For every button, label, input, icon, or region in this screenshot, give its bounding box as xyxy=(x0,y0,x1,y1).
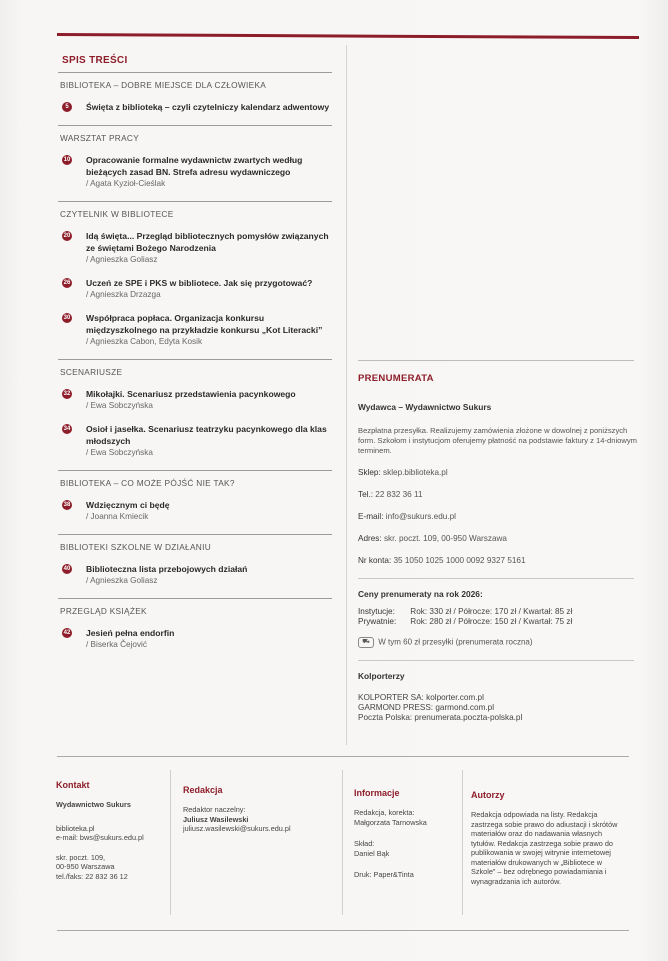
article-title: Współpraca popłaca. Organizacja konkursu międzyszkolnego na przykładzie konkursu „Kot Literacki” xyxy=(86,313,323,335)
tel-value: 22 832 36 11 xyxy=(375,490,423,499)
prices-title: Ceny prenumeraty na rok 2026: xyxy=(358,589,483,599)
shop-label: Sklep: xyxy=(358,468,381,477)
divider xyxy=(358,360,634,361)
page-number-badge: 10 xyxy=(63,157,71,163)
contact-phone: tel./faks: 22 832 36 12 xyxy=(56,871,128,881)
toc-entry[interactable] xyxy=(58,154,332,189)
toc-entry[interactable] xyxy=(58,499,332,522)
page-number-badge: 30 xyxy=(63,315,71,321)
info-line: Druk: Paper&Tinta xyxy=(354,870,414,879)
authors-heading: Autorzy xyxy=(471,790,505,800)
subscription-intro: Bezpłatna przesyłka. Realizujemy zamówienia złożone w dowolnej z poniższych form. Szkołom i instytucjom oferujemy płatność na podstawie faktury z 14-dniowym terminem. xyxy=(358,426,637,455)
account-value: 35 1050 1025 1000 0092 9327 5161 xyxy=(393,556,526,565)
toc-entry[interactable] xyxy=(58,101,332,113)
footer-contact xyxy=(56,780,161,881)
subscription-title: PRENUMERATA xyxy=(358,373,434,384)
tel-label: Tel.: xyxy=(358,490,374,499)
price-value: Rok: 280 zł / Półrocze: 150 zł / Kwartał: 75 zł xyxy=(410,617,573,626)
article-author: / Joanna Kmiecik xyxy=(86,512,149,521)
publisher-line: Wydawca – Wydawnictwo Sukurs xyxy=(358,402,492,412)
toc-entry[interactable] xyxy=(58,627,332,650)
info-line: Małgorzata Tarnowska xyxy=(354,817,427,827)
article-title: Wdzięcznym ci będę xyxy=(86,500,170,510)
article-title: Osioł i jasełka. Scenariusz teatrzyku pacynkowego dla klas młodszych xyxy=(86,424,327,446)
page-number-badge: 32 xyxy=(63,391,71,397)
toc-section-header: CZYTELNIK W BIBLIOTECE xyxy=(58,201,332,226)
address-label: Adres: xyxy=(358,534,382,543)
tel-row xyxy=(358,490,638,499)
divider xyxy=(358,660,634,661)
footer-divider xyxy=(342,770,343,915)
column-divider xyxy=(346,45,347,745)
page-number-badge: 26 xyxy=(63,280,71,286)
article-title: Opracowanie formalne wydawnictw zwartych według bieżących zasad BN. Strefa adresu wydawniczego xyxy=(86,155,303,177)
contact-heading: Kontakt xyxy=(56,780,90,790)
footer-divider xyxy=(462,770,463,915)
article-author: / Agnieszka Cabon, Edyta Kosik xyxy=(86,337,203,346)
shipping-note-text: W tym 60 zł przesyłki (prenumerata roczna) xyxy=(378,637,533,647)
editorial-heading: Redakcja xyxy=(183,785,223,795)
price-label: Instytucje: xyxy=(358,607,395,616)
email-link[interactable]: info@sukurs.edu.pl xyxy=(385,512,456,521)
email-label: E-mail: xyxy=(358,512,384,521)
contact-address: skr. poczt. 109, xyxy=(56,852,106,862)
toc-entry[interactable] xyxy=(58,388,332,411)
distributor-item[interactable]: GARMOND PRESS: garmond.com.pl xyxy=(358,703,495,712)
article-author: / Agnieszka Goliasz xyxy=(86,576,158,585)
article-title: Idą święta... Przegląd bibliotecznych pomysłów związanych ze świętami Bożego Narodzenia xyxy=(86,231,329,253)
contact-website[interactable]: biblioteka.pl xyxy=(56,823,95,833)
divider xyxy=(358,578,634,579)
footer-bottom-rule xyxy=(57,930,629,931)
shipping-note xyxy=(358,637,638,648)
price-institutions xyxy=(358,607,638,617)
account-label: Nr konta: xyxy=(358,556,392,565)
contact-email[interactable]: e-mail: bws@sukurs.edu.pl xyxy=(56,833,144,842)
article-author: / Ewa Sobczyńska xyxy=(86,448,153,457)
article-author: / Biserka Čejović xyxy=(86,640,147,649)
article-title: Jesień pełna endorfin xyxy=(86,628,175,638)
editor-email[interactable]: juliusz.wasilewski@sukurs.edu.pl xyxy=(183,824,291,833)
toc-section-header: BIBLIOTEKI SZKOLNE W DZIAŁANIU xyxy=(58,534,332,559)
footer-authors xyxy=(471,790,623,886)
info-line: Daniel Bąk xyxy=(354,848,390,858)
truck-icon: ⛟ xyxy=(358,637,374,648)
subscription-panel xyxy=(358,360,638,723)
page-number-badge: 40 xyxy=(63,566,71,572)
toc-entry[interactable] xyxy=(58,423,332,458)
info-heading: Informacje xyxy=(354,788,400,798)
toc-section-header: BIBLIOTEKA – CO MOŻE PÓJŚĆ NIE TAK? xyxy=(58,470,332,495)
article-title: Uczeń ze SPE i PKS w bibliotece. Jak się przygotować? xyxy=(86,278,313,288)
price-label: Prywatnie: xyxy=(358,617,397,626)
price-value: Rok: 330 zł / Półrocze: 170 zł / Kwartał: 85 zł xyxy=(410,607,573,616)
shop-row xyxy=(358,468,638,477)
footer-editorial xyxy=(183,785,333,834)
distributor-item[interactable]: KOLPORTER SA: kolporter.com.pl xyxy=(358,693,484,702)
toc-entry[interactable] xyxy=(58,312,332,347)
toc-section-header: BIBLIOTEKA – DOBRE MIEJSCE DLA CZŁOWIEKA xyxy=(58,72,332,97)
toc-entry[interactable] xyxy=(58,230,332,265)
page-number-badge: 38 xyxy=(63,502,71,508)
editor-name: Juliusz Wasilewski xyxy=(183,814,249,824)
contact-city: 00-950 Warszawa xyxy=(56,862,115,871)
toc-title: SPIS TREŚCI xyxy=(62,55,128,66)
distributors-title: Kolporterzy xyxy=(358,671,405,681)
footer-top-rule xyxy=(57,756,629,757)
toc-section-header: PRZEGLĄD KSIĄŻEK xyxy=(58,598,332,623)
toc-section-header: WARSZTAT PRACY xyxy=(58,125,332,150)
toc-section-header: SCENARIUSZE xyxy=(58,359,332,384)
article-title: Biblioteczna lista przebojowych działań xyxy=(86,564,248,574)
toc-entry[interactable] xyxy=(58,277,332,300)
info-line: Skład: xyxy=(354,839,375,848)
article-author: / Agnieszka Goliasz xyxy=(86,255,158,264)
info-line: Redakcja, korekta: xyxy=(354,808,415,817)
article-author: / Agata Kyzioł-Cieślak xyxy=(86,179,166,188)
article-author: / Ewa Sobczyńska xyxy=(86,401,153,410)
address-row xyxy=(358,534,638,543)
article-title: Święta z biblioteką – czyli czytelniczy kalendarz adwentowy xyxy=(86,102,330,112)
account-row xyxy=(358,556,638,565)
footer-info xyxy=(354,788,454,880)
authors-text: Redakcja odpowiada na listy. Redakcja zastrzega sobie prawo do adiustacji i skrótów materiałów oraz do nadawania własnych tytułów. Redakcja zastrzega sobie prawo do publikowania w swojej witrynie internetowej materiałów drukowanych w „Bibliotece w Szkole” – bez odrębnego powiadamiania i wynagradzania ich autorów. xyxy=(471,810,618,886)
page-number-badge: 20 xyxy=(63,233,71,239)
shop-link[interactable]: sklep.biblioteka.pl xyxy=(383,468,448,477)
price-private xyxy=(358,617,638,627)
article-title: Mikołajki. Scenariusz przedstawienia pacynkowego xyxy=(86,389,296,399)
table-of-contents xyxy=(58,52,332,662)
toc-entry[interactable] xyxy=(58,563,332,586)
page-number-badge: 5 xyxy=(62,102,72,112)
contact-name: Wydawnictwo Sukurs xyxy=(56,800,131,809)
page-number-badge: 34 xyxy=(63,426,71,432)
email-row xyxy=(358,512,638,521)
page-number-badge: 42 xyxy=(63,630,71,636)
footer-divider xyxy=(170,770,171,915)
editor-role: Redaktor naczelny: xyxy=(183,805,246,814)
top-rule xyxy=(57,33,639,39)
distributor-item[interactable]: Poczta Polska: prenumerata.poczta-polska.pl xyxy=(358,713,523,722)
address-value: skr. poczt. 109, 00-950 Warszawa xyxy=(383,534,507,543)
article-author: / Agnieszka Drzazga xyxy=(86,290,161,299)
